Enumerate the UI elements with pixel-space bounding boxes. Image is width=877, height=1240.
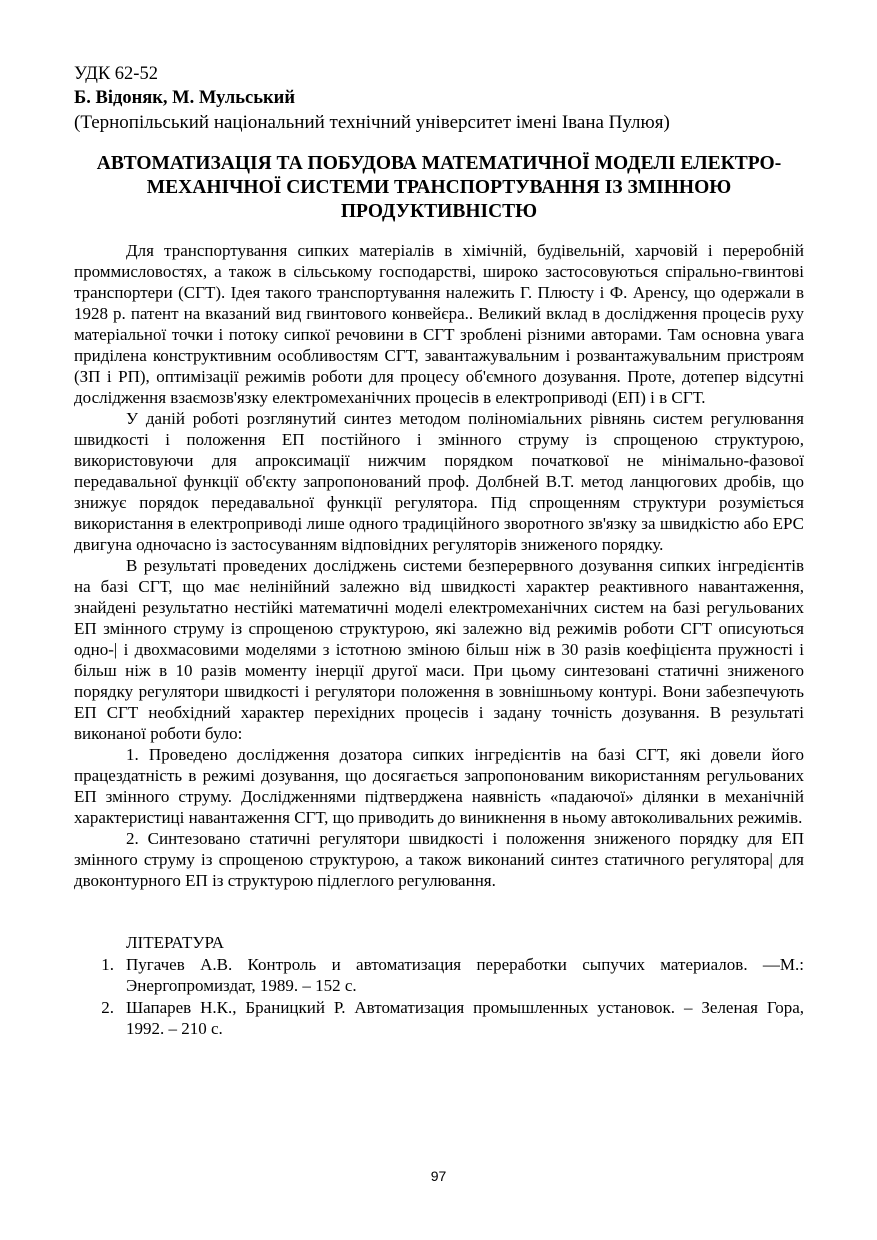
reference-item [74,997,804,1039]
reference-text: Пугачев А.В. Контроль и автоматизация переработки сыпучих материалов. —М.: Энергопромиздат, 1989. – 152 с. [126,955,804,995]
body-text [74,240,804,891]
reference-number: 2. [101,998,114,1017]
reference-list [74,954,804,1040]
paragraph: Для транспортування сипких матеріалів в хімічній, будівельній, харчовій і переробній проммисловостях, а також в сільському господарстві, широко застосовуються спірально-гвинтові транспортери (СГТ). Ідея такого транспортування належить Г. Плюсту і Ф. Аренсу, що одержали в 1928 р. патент на вказаний вид гвинтового конвейєра.. Великий вклад в дослідження процесів руху матеріальної точки і потоку сипкої речовини в СГТ зроблені різними авторами. Там основна увага приділена конструктивним особливостям СГТ, завантажувальним і розвантажувальним пристроям (ЗП і РП), оптимізації режимів роботи для процесу об'ємного дозування. Проте, дотепер відсутні дослідження взаємозв'язку електромеханічних процесів в електроприводі (ЕП) і в СГТ. [74,241,804,407]
udk-code: УДК 62-52 [74,64,158,84]
reference-number: 1. [101,955,114,974]
paragraph: 1. Проведено дослідження дозатора сипких інгредієнтів на базі СГТ, які довели його працездатність в режимі дозування, що досягається запропонованим використанням регульованих ЕП змінного струму. Дослідженнями підтверджена наявність «падаючої» ділянки в механічній характеристиці навантаження СГТ, що приводить до виникнення в ньому автоколивальних режимів. [74,745,804,827]
reference-text: Шапарев Н.К., Браницкий Р. Автоматизация промышленных установок. – Зеленая Гора, 1992. – 210 с. [126,998,804,1038]
literature-heading: ЛІТЕРАТУРА [126,933,224,952]
paragraph: 2. Синтезовано статичні регулятори швидкості і положення зниженого порядку для ЕП змінного струму із спрощеною структурою, а також виконаний синтез статичного регулятора| для двоконтурного ЕП із структурою підлеглого регулювання. [74,829,804,890]
affiliation: (Тернопільський національний технічний університет імені Івана Пулюя) [74,112,670,133]
paper-title: АВТОМАТИЗАЦІЯ ТА ПОБУДОВА МАТЕМАТИЧНОЇ МОДЕЛІ ЕЛЕКТРО-МЕХАНІЧНОЇ СИСТЕМИ ТРАНСПОРТУВАННЯ ІЗ ЗМІННОЮ ПРОДУКТИВНІСТЮ [96,153,782,222]
paragraph: У даній роботі розглянутий синтез методом поліноміальних рівнянь систем регулювання швидкості і положення ЕП постійного і змінного струму із спрощеною структурою, використовуючи для апроксимації нижчим порядком початкової не мінімально-фазової передавальної функції об'єкту запропонований проф. Долбней В.Т. метод ланцюгових дробів, що знижує порядок передавальної функції регулятора. Під спрощенням структури розуміється використання в електроприводі лише одного традиційного зворотного зв'язку за швидкістю або ЕРС двигуна одночасно із застосуванням відповідних регуляторів зниженого порядку. [74,409,804,554]
reference-item [74,954,804,996]
authors: Б. Відоняк, М. Мульський [74,88,295,108]
paragraph: В результаті проведених досліджень системи безперервного дозування сипких інгредієнтів на базі СГТ, що має нелінійний залежно від швидкості характер реактивного навантаження, знайдені результатно нестійкі математичні моделі електромеханічних систем на базі регульованих ЕП змінного струму із спрощеною структурою, які залежно від режимів роботи СГТ описуються одно-| і двохмасовими моделями з істотною зміною більш ніж в 30 разів коефіцієнта пружності і більш ніж в 10 разів моменту інерції другої маси. При цьому синтезовані статичні зниженого порядку регулятори швидкості і регулятори положення в зовнішньому контурі. Вони забезпечують ЕП СГТ необхідний характер перехідних процесів і задану точність дозування. В результаті виконаної роботи було: [74,556,804,743]
page-number: 97 [430,1168,447,1184]
